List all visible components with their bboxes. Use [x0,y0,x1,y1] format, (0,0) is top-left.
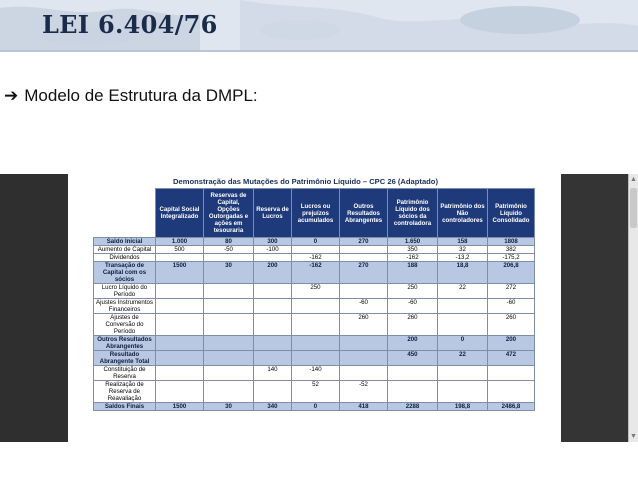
table-cell [438,381,488,403]
table-cell: 350 [388,246,438,254]
table-cell: 200 [388,336,438,351]
table-row [94,381,535,403]
table-row [94,284,535,299]
table-cell [156,299,204,314]
table-cell [204,381,254,403]
table-cell: -162 [292,262,340,284]
table-cell [388,381,438,403]
table-row [94,238,535,246]
table-cell [204,351,254,366]
table-cell [204,314,254,336]
row-label: Ajustes Instrumentos Financeiros [94,299,156,314]
table-cell [254,336,292,351]
row-label: Ajustes de Conversão do Período [94,314,156,336]
table-cell: 0 [292,238,340,246]
table-header-cell: Outros Resultados Abrangentes [340,189,388,238]
table-header-cell: Reservas de Capital, Opções Outorgadas e ações em tesouraria [204,189,254,238]
table-cell [254,351,292,366]
table-cell [340,366,388,381]
table-header-cell: Patrimônio Líquido Consolidado [488,189,535,238]
table-cell [156,351,204,366]
table-cell: 0 [292,403,340,411]
table-cell: 270 [340,262,388,284]
table-cell: 22 [438,351,488,366]
table-cell [156,254,204,262]
row-label: Constituição de Reserva [94,366,156,381]
table-cell [438,314,488,336]
table-cell [292,336,340,351]
table-cell: 300 [254,238,292,246]
table-cell [204,366,254,381]
table-row [94,262,535,284]
arrow-right-icon: ➔ [4,86,19,105]
table-cell: 0 [438,336,488,351]
scroll-up-icon[interactable]: ▲ [630,176,637,183]
table-cell: -50 [204,246,254,254]
table-cell [254,314,292,336]
table-cell: -52 [340,381,388,403]
table-cell [254,299,292,314]
table-cell: 272 [488,284,535,299]
scrollbar-thumb[interactable] [630,188,637,228]
table-cell: 250 [292,284,340,299]
row-label: Saldos Finais [94,403,156,411]
table-cell [254,254,292,262]
table-cell: 1.000 [156,238,204,246]
table-cell: 1500 [156,262,204,284]
table-cell: 188 [388,262,438,284]
table-row [94,314,535,336]
dmpl-table [93,188,535,411]
document-page [68,174,561,442]
row-label: Saldo Inicial [94,238,156,246]
table-cell: 1500 [156,403,204,411]
slide-subtitle [4,86,258,106]
table-cell: 260 [488,314,535,336]
table-cell [340,284,388,299]
table-cell [156,381,204,403]
row-label: Lucro Líquido do Período [94,284,156,299]
table-cell: -60 [340,299,388,314]
row-label: Resultado Abrangente Total [94,351,156,366]
table-cell [292,314,340,336]
table-cell: 250 [388,284,438,299]
row-label: Aumento de Capital [94,246,156,254]
table-header-blank [94,189,156,238]
table-cell: 200 [254,262,292,284]
slide-title: LEI 6.404/76 [42,10,218,39]
table-cell [204,336,254,351]
table-cell: 206,8 [488,262,535,284]
table-cell: 158 [438,238,488,246]
screenshot-left-margin [0,174,68,442]
table-row [94,254,535,262]
table-cell: -13,2 [438,254,488,262]
table-title: Demonstração das Mutações do Patrimônio Líquido – CPC 26 (Adaptado) [173,177,438,186]
table-cell: 472 [488,351,535,366]
table-cell: 340 [254,403,292,411]
table-cell [292,246,340,254]
table-cell [156,284,204,299]
table-header-cell: Lucros ou prejuízos acumulados [292,189,340,238]
table-cell: 260 [388,314,438,336]
row-label: Dividendos [94,254,156,262]
table-cell: 500 [156,246,204,254]
table-cell: 22 [438,284,488,299]
table-header-cell: Patrimônio dos Não controladores [438,189,488,238]
table-row [94,403,535,411]
table-cell [292,351,340,366]
vertical-scrollbar[interactable] [628,174,638,442]
table-cell: 200 [488,336,535,351]
table-cell: 450 [388,351,438,366]
table-cell: -175,2 [488,254,535,262]
table-cell: 260 [340,314,388,336]
table-cell: -140 [292,366,340,381]
table-cell [488,381,535,403]
table-cell [292,299,340,314]
table-cell: 140 [254,366,292,381]
table-cell: -162 [292,254,340,262]
table-cell [340,351,388,366]
table-cell: 30 [204,403,254,411]
table-cell [438,299,488,314]
table-cell: 382 [488,246,535,254]
table-cell: 418 [340,403,388,411]
table-row [94,351,535,366]
table-cell: 270 [340,238,388,246]
table-cell [204,284,254,299]
table-cell [156,366,204,381]
embedded-screenshot [0,174,638,442]
table-cell [340,336,388,351]
row-label: Transação de Capital com os sócios [94,262,156,284]
table-header-cell: Capital Social Integralizado [156,189,204,238]
table-cell: 1808 [488,238,535,246]
table-cell: 2486,8 [488,403,535,411]
table-cell [254,284,292,299]
table-cell: 32 [438,246,488,254]
table-header-cell: Patrimônio Líquido dos sócios da controladora [388,189,438,238]
scroll-down-icon[interactable]: ▼ [630,433,637,440]
table-row [94,336,535,351]
table-cell [254,381,292,403]
table-cell [156,336,204,351]
table-header-row [94,189,535,238]
table-cell: -100 [254,246,292,254]
subtitle-text: Modelo de Estrutura da DMPL: [24,86,258,105]
table-cell [488,366,535,381]
table-cell [438,366,488,381]
table-cell [204,254,254,262]
row-label: Outros Resultados Abrangentes [94,336,156,351]
screenshot-right-margin [561,174,628,442]
table-cell [340,246,388,254]
row-label: Realização de Reserva de Reavaliação [94,381,156,403]
table-cell: -162 [388,254,438,262]
table-cell: 80 [204,238,254,246]
table-cell [156,314,204,336]
table-header-cell: Reserva de Lucros [254,189,292,238]
table-cell: -60 [488,299,535,314]
table-cell: 1.650 [388,238,438,246]
table-cell: 18,8 [438,262,488,284]
table-row [94,299,535,314]
table-cell: -60 [388,299,438,314]
table-cell: 30 [204,262,254,284]
table-cell [340,254,388,262]
table-row [94,366,535,381]
table-cell: 198,8 [438,403,488,411]
table-cell: 52 [292,381,340,403]
table-cell [388,366,438,381]
table-cell [204,299,254,314]
title-banner [0,0,638,52]
table-row [94,246,535,254]
table-cell: 2288 [388,403,438,411]
